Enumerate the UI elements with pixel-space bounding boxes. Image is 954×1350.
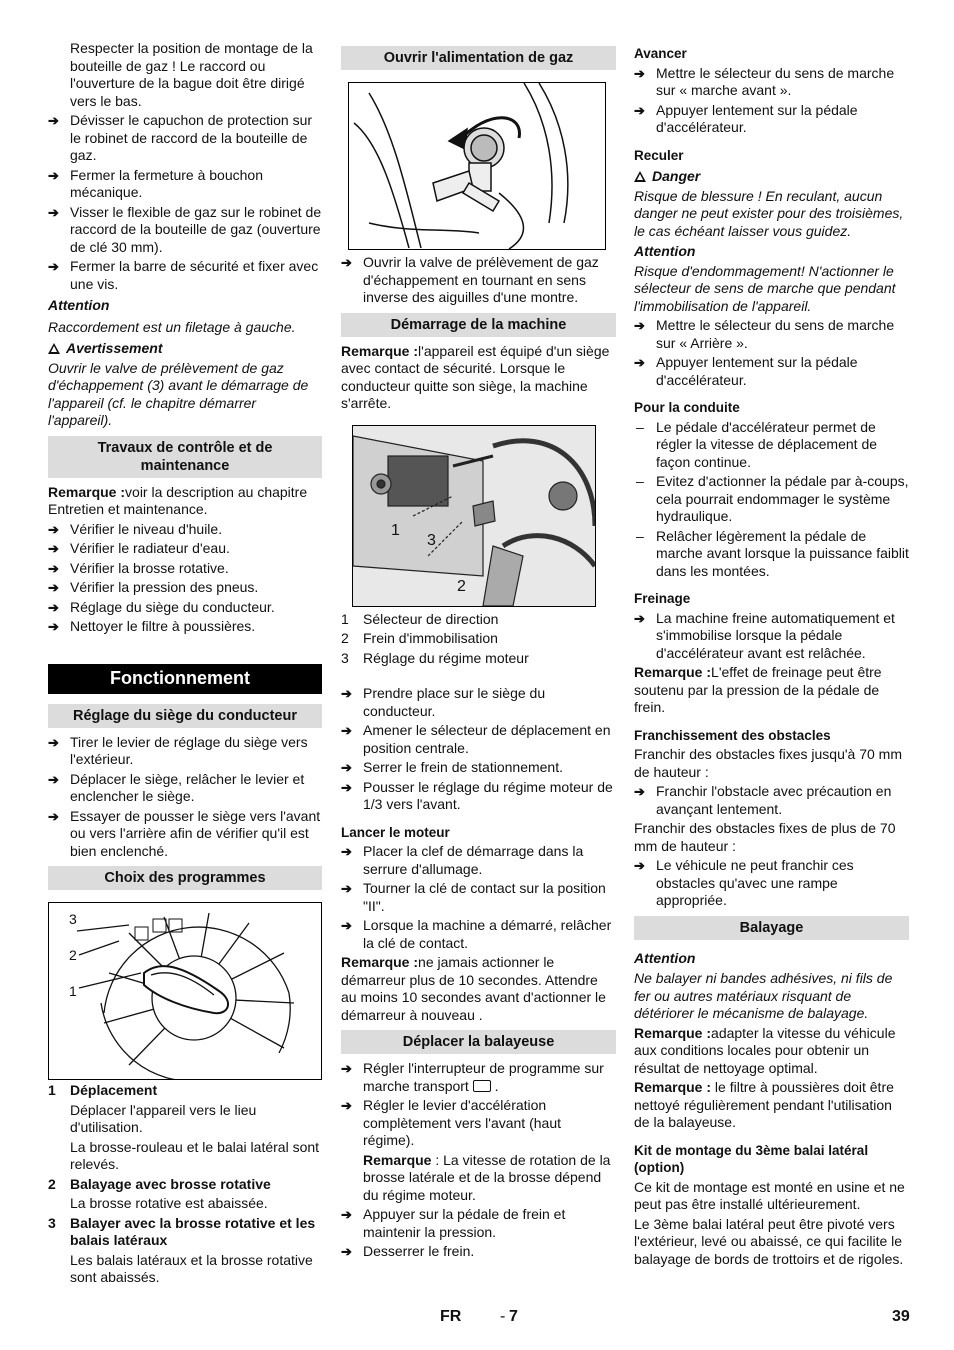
section-programs-title: Choix des programmes xyxy=(48,866,322,890)
forward-step: ➔ Appuyer lentement sur la pédale d'accélérateur. xyxy=(634,102,909,137)
transport-icon xyxy=(473,1080,491,1092)
attention-text: Risque d'endommagement! N'actionner le sélecteur de sens de marche que pendant l'immobilisation de l'appareil. xyxy=(634,262,896,314)
panel-label-1: 1 xyxy=(391,521,400,539)
move-step: ➔ Desserrer le frein. xyxy=(341,1243,616,1261)
sweep-remark: Remarque : le filtre à poussières doit être nettoyé régulièrement pendant l'utilisation de la balayeuse. xyxy=(634,1079,894,1130)
attention-label: Attention xyxy=(634,243,696,259)
maintenance-remark: Remarque :voir la description au chapitre Entretien et maintenance. xyxy=(48,483,308,517)
program-item-title: 2 Balayage avec brosse rotative xyxy=(48,1175,271,1192)
dial-label-3: 3 xyxy=(69,911,77,927)
program-dial-drawing xyxy=(49,903,321,1079)
control-panel-figure xyxy=(352,425,596,607)
prep-step: ➔ Pousser le réglage du régime moteur de 1/3 vers l'avant. xyxy=(341,779,616,814)
obstacles-step: ➔ Le véhicule ne peut franchir ces obstacles qu'avec une rampe appropriée. xyxy=(634,857,909,910)
footer-separator: - xyxy=(500,1308,506,1325)
program-list xyxy=(48,1082,322,1287)
warning-heading: Avertissement xyxy=(48,340,322,358)
sweep-attention-text: Ne balayer ni bandes adhésives, ni fils de fer ou autres matériaux risquant de détériorer le mécanisme de balayage. xyxy=(634,970,893,1021)
section-maintenance-title: Travaux de contrôle et de maintenance xyxy=(48,436,322,478)
reverse-step: ➔ Mettre le sélecteur du sens de marche sur « Arrière ». xyxy=(634,317,909,352)
start-remark: Remarque :l'appareil est équipé d'un siège avec contact de sécurité. Lorsque le conducteur quitte son siège, la machine s'arrête. xyxy=(341,342,610,411)
panel-label-3: 3 xyxy=(427,531,436,549)
attention-label: Attention xyxy=(48,297,110,313)
program-item-text: Les balais latéraux et la brosse rotative sont abaissés. xyxy=(70,1251,313,1285)
engine-step: ➔ Lorsque la machine a démarré, relâcher la clé de contact. xyxy=(341,917,616,952)
obstacles-text: Franchir des obstacles fixes jusqu'à 70 mm de hauteur : xyxy=(634,746,903,780)
column-2 xyxy=(341,40,616,1263)
panel-label-2: 2 xyxy=(457,577,466,595)
maint-step: ➔ Vérifier le radiateur d'eau. xyxy=(48,540,322,558)
braking-step: ➔ La machine freine automatiquement et s'immobilise lorsque la pédale d'accélérateur avant est relâchée. xyxy=(634,610,909,663)
warning-icon xyxy=(48,343,60,354)
section-start-title: Démarrage de la machine xyxy=(341,313,616,337)
driving-subtitle: Pour la conduite xyxy=(634,400,740,415)
legend-item: 2 Frein d'immobilisation xyxy=(341,630,498,646)
driving-item: – Evitez d'actionner la pédale par à-coups, cela pourrait endommager le système hydraulique. xyxy=(634,473,909,526)
obstacles-text: Franchir des obstacles fixes de plus de 70 mm de hauteur : xyxy=(634,820,896,854)
program-item-text: La brosse rotative est abaissée. xyxy=(70,1195,268,1211)
obstacles-subtitle: Franchissement des obstacles xyxy=(634,727,831,743)
engine-step: ➔ Tourner la clé de contact sur la position "II". xyxy=(341,880,616,915)
footer-language: FR xyxy=(440,1308,462,1325)
reverse-subtitle: Reculer xyxy=(634,147,684,163)
danger-icon xyxy=(634,171,646,182)
move-step: ➔ Régler le levier d'accélération complètement vers l'avant (haut régime). xyxy=(341,1097,616,1150)
program-item-text: La brosse-rouleau et le balai latéral sont relevés. xyxy=(70,1138,320,1172)
forward-step: ➔ Mettre le sélecteur du sens de marche sur « marche avant ». xyxy=(634,65,909,100)
kit-text: Le 3ème balai latéral peut être pivoté vers l'extérieur, levé ou abaissé, ce qui facilite le balayage de bords de trottoirs et de rigoles. xyxy=(634,1215,904,1267)
chapter-title: Fonctionnement xyxy=(48,664,322,694)
section-move-title: Déplacer la balayeuse xyxy=(341,1030,616,1054)
sweep-attention-label: Attention xyxy=(634,949,696,966)
step: ➔ Fermer la barre de sécurité et fixer avec une vis. xyxy=(48,258,322,293)
driving-item: – Relâcher légèrement la pédale de marche avant lorsque la puissance faiblit dans les montées. xyxy=(634,528,909,581)
footer-subpage: 7 xyxy=(509,1308,518,1325)
maint-step: ➔ Vérifier la pression des pneus. xyxy=(48,579,322,597)
section-gas-title: Ouvrir l'alimentation de gaz xyxy=(341,46,616,70)
step: ➔ Fermer la fermeture à bouchon mécanique. xyxy=(48,167,322,202)
gas-valve-figure xyxy=(348,82,606,250)
legend-item: 1 Sélecteur de direction xyxy=(341,610,499,627)
control-panel-drawing xyxy=(353,426,595,606)
obstacles-step: ➔ Franchir l'obstacle avec précaution en avançant lentement. xyxy=(634,783,909,818)
dial-label-1: 1 xyxy=(69,983,77,999)
driving-item: – Le pédale d'accélérateur permet de régler la vitesse de déplacement de façon continue. xyxy=(634,419,909,472)
dial-label-2: 2 xyxy=(69,947,77,963)
program-dial-figure xyxy=(48,902,322,1080)
attention-text: Raccordement est un filetage à gauche. xyxy=(48,318,296,335)
reverse-step: ➔ Appuyer lentement sur la pédale d'accélérateur. xyxy=(634,354,909,389)
program-item-title: 3 Balayer avec la brosse rotative et les balais latéraux xyxy=(48,1214,316,1248)
step: ➔ Dévisser le capuchon de protection sur le robinet de raccord de la bouteille de gaz. xyxy=(48,112,322,165)
legend-item: 3 Réglage du régime moteur xyxy=(341,649,529,666)
panel-legend xyxy=(341,611,616,668)
step: ➔ Visser le flexible de gaz sur le robinet de raccord de la bouteille de gaz (ouverture de clé 30 mm). xyxy=(48,204,322,257)
danger-text: Risque de blessure ! En reculant, aucun danger ne peut exister pour des troisièmes, le cas échéant laisser vous guidez. xyxy=(634,187,904,239)
maint-step: ➔ Nettoyer le filtre à poussières. xyxy=(48,618,322,636)
section-seat-title: Réglage du siège du conducteur xyxy=(48,704,322,728)
column-1 xyxy=(48,40,322,1289)
forward-subtitle: Avancer xyxy=(634,46,687,61)
maint-step: ➔ Vérifier le niveau d'huile. xyxy=(48,521,322,539)
column-3 xyxy=(634,40,909,1270)
danger-heading: Danger xyxy=(634,168,909,186)
engine-subtitle: Lancer le moteur xyxy=(341,824,450,840)
warning-text: Ouvrir le valve de prélèvement de gaz d'échappement (3) avant le démarrage de l'appareil (cf. le chapitre démarrer l'appareil). xyxy=(48,359,309,428)
gas-step: ➔ Ouvrir la valve de prélèvement de gaz d'échappement en tournant en sens inverse des aiguilles d'une montre. xyxy=(341,254,616,307)
move-step: ➔ Appuyer sur la pédale de frein et maintenir la pression. xyxy=(341,1206,616,1241)
seat-step: ➔ Déplacer le siège, relâcher le levier et enclencher le siège. xyxy=(48,771,322,806)
engine-remark: Remarque :ne jamais actionner le démarreur plus de 10 secondes. Attendre au moins 10 secondes avant d'actionner le démarreur à nouveau . xyxy=(341,954,606,1023)
prep-step: ➔ Prendre place sur le siège du conducteur. xyxy=(341,685,616,720)
section-sweeping-title: Balayage xyxy=(634,916,909,940)
page-number: 39 xyxy=(892,1308,910,1325)
seat-step: ➔ Tirer le levier de réglage du siège vers l'extérieur. xyxy=(48,734,322,769)
kit-text: Ce kit de montage est monté en usine et ne peut pas être installé ultérieurement. xyxy=(634,1178,905,1212)
maint-step: ➔ Vérifier la brosse rotative. xyxy=(48,560,322,578)
braking-remark: Remarque :L'effet de freinage peut être soutenu par la pression de la pédale de frein. xyxy=(634,664,882,715)
prep-step: ➔ Amener le sélecteur de déplacement en position centrale. xyxy=(341,722,616,757)
braking-subtitle: Freinage xyxy=(634,591,691,606)
program-item-text: Déplacer l'appareil vers le lieu d'utilisation. xyxy=(70,1101,257,1135)
seat-step: ➔ Essayer de pousser le siège vers l'avant ou vers l'arrière afin de vérifier qu'il est bien enclenché. xyxy=(48,808,322,861)
move-step: ➔ Régler l'interrupteur de programme sur marche transport . xyxy=(341,1060,616,1095)
engine-step: ➔ Placer la clef de démarrage dans la serrure d'allumage. xyxy=(341,843,616,878)
maint-step: ➔ Réglage du siège du conducteur. xyxy=(48,599,322,617)
kit-subtitle: Kit de montage du 3ème balai latéral (option) xyxy=(634,1142,869,1175)
intro-text: Respecter la position de montage de la bouteille de gaz ! Le raccord ou l'ouverture de la bague doit être dirigé vers le bas. xyxy=(70,40,313,109)
program-item-title: 1 Déplacement xyxy=(48,1082,158,1098)
sweep-remark: Remarque :adapter la vitesse du véhicule aux conditions locales pour obtenir un résultat de nettoyage optimal. xyxy=(634,1024,896,1076)
gas-valve-drawing xyxy=(349,83,605,249)
move-remark: Remarque : La vitesse de rotation de la brosse latérale et de la brosse dépend du régime moteur. xyxy=(363,1151,611,1203)
prep-step: ➔ Serrer le frein de stationnement. xyxy=(341,759,616,777)
